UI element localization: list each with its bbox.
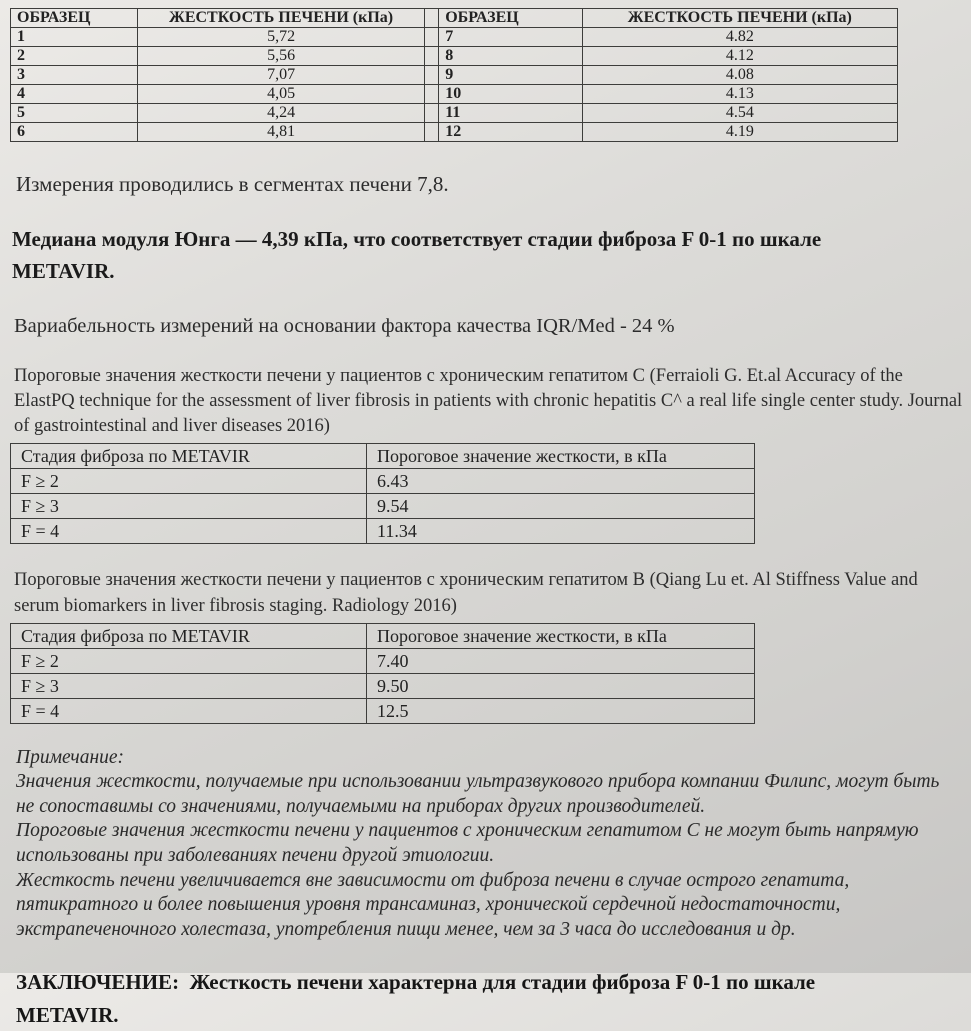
hcv-col-stage: Стадия фиброза по METAVIR (11, 444, 367, 469)
table-row (11, 28, 898, 47)
table-cell: 11 (439, 104, 582, 123)
hbv-threshold-reference: Пороговые значения жесткости печени у пациентов с хроническим гепатитом В (Qiang Lu et. Al Stiffness Value and serum biomarkers in liver fibrosis staging. Radiology 2016) (14, 570, 918, 616)
table-cell: 2 (11, 47, 138, 66)
samples-col-sample-left: ОБРАЗЕЦ (11, 9, 138, 28)
table-cell: 8 (439, 47, 582, 66)
spacer-cell (424, 104, 438, 123)
samples-col-stiffness-right: ЖЕСТКОСТЬ ПЕЧЕНИ (кПа) (582, 9, 897, 28)
table-cell: F ≥ 2 (11, 648, 367, 673)
table-row (11, 469, 755, 494)
table-cell: 1 (11, 28, 138, 47)
segments-note: Измерения проводились в сегментах печени 7,8. (16, 172, 449, 196)
table-row (11, 698, 755, 723)
table-cell: 4.08 (582, 66, 897, 85)
table-cell: 6.43 (367, 469, 755, 494)
note-line: Жесткость печени увеличивается вне зависимости от фиброза печени в случае острого гепатита, (16, 869, 850, 891)
table-cell: 5,72 (138, 28, 425, 47)
table-cell: 9.54 (367, 494, 755, 519)
table-row (11, 673, 755, 698)
table-cell: 4,24 (138, 104, 425, 123)
note-line: Пороговые значения жесткости печени у пациентов с хроническим гепатитом С не могут быть напрямую (16, 820, 919, 842)
table-row (11, 104, 898, 123)
note-line: использованы при заболеваниях печени другой этиологии. (16, 845, 495, 867)
note-line: не сопоставимы со значениями, получаемыми на приборах других производителей. (16, 795, 706, 817)
table-cell: 12.5 (367, 698, 755, 723)
hbv-threshold-header-row (11, 623, 755, 648)
hcv-threshold-reference: Пороговые значения жесткости печени у пациентов с хроническим гепатитом С (Ferraioli G. Et.al Accuracy of the ElastPQ technique for the assessment of liver fibrosis in patients with chronic hepatitis C^ a real life single center study. Journal of gastrointestinal and liver diseases 2016) (14, 366, 963, 437)
median-result-statement: Медиана модуля Юнга — 4,39 кПа, что соответствует стадии фиброза F 0-1 по шкале METAVIR. (12, 227, 822, 283)
table-cell: 5,56 (138, 47, 425, 66)
note-line: Значения жесткости, получаемые при использовании ультразвукового прибора компании Филипс, могут быть (16, 771, 940, 793)
table-cell: 6 (11, 123, 138, 142)
table-cell: 12 (439, 123, 582, 142)
table-cell: F ≥ 3 (11, 673, 367, 698)
samples-header-row (11, 9, 898, 28)
table-cell: F ≥ 2 (11, 469, 367, 494)
table-cell: 10 (439, 85, 582, 104)
note-title: Примечание: (16, 746, 125, 768)
table-cell: 4.19 (582, 123, 897, 142)
table-cell: 11.34 (367, 519, 755, 544)
liver-stiffness-samples-table (10, 8, 898, 142)
table-row (11, 85, 898, 104)
hbv-col-stage: Стадия фиброза по METAVIR (11, 623, 367, 648)
hbv-threshold-table (10, 623, 755, 724)
samples-spacer-column (424, 9, 438, 28)
variability-statement: Вариабельность измерений на основании фактора качества IQR/Med - 24 % (14, 315, 675, 337)
hcv-threshold-table (10, 443, 755, 544)
table-row (11, 47, 898, 66)
samples-col-sample-right: ОБРАЗЕЦ (439, 9, 582, 28)
spacer-cell (424, 47, 438, 66)
table-cell: F = 4 (11, 698, 367, 723)
table-cell: F = 4 (11, 519, 367, 544)
spacer-cell (424, 28, 438, 47)
table-cell: 4,05 (138, 85, 425, 104)
table-cell: 7.40 (367, 648, 755, 673)
table-cell: 7 (439, 28, 582, 47)
spacer-cell (424, 66, 438, 85)
note-line: пятикратного и более повышения уровня трансаминаз, хронической сердечной недостаточности, (16, 894, 841, 916)
hbv-col-threshold: Пороговое значение жесткости, в кПа (367, 623, 755, 648)
conclusion-label: ЗАКЛЮЧЕНИЕ: (16, 970, 180, 995)
samples-col-stiffness-left: ЖЕСТКОСТЬ ПЕЧЕНИ (кПа) (138, 9, 425, 28)
table-row (11, 123, 898, 142)
note-line: экстрапеченочного холестаза, употребления пищи менее, чем за 3 часа до исследования и др. (16, 918, 796, 940)
table-row (11, 494, 755, 519)
note-lines (16, 770, 971, 942)
table-cell: 9.50 (367, 673, 755, 698)
table-row (11, 66, 898, 85)
table-cell: 3 (11, 66, 138, 85)
conclusion-statement (16, 966, 916, 1031)
table-cell: 4.13 (582, 85, 897, 104)
table-cell: 5 (11, 104, 138, 123)
conclusion-text: Жесткость печени характерна для стадии фиброза F 0-1 по шкале METAVIR. (16, 970, 816, 1027)
table-cell: 4 (11, 85, 138, 104)
table-cell: 4.12 (582, 47, 897, 66)
table-cell: 4.54 (582, 104, 897, 123)
table-cell: 4.82 (582, 28, 897, 47)
table-row (11, 519, 755, 544)
table-cell: 9 (439, 66, 582, 85)
table-cell: F ≥ 3 (11, 494, 367, 519)
table-row (11, 648, 755, 673)
table-cell: 4,81 (138, 123, 425, 142)
table-cell: 7,07 (138, 66, 425, 85)
hcv-col-threshold: Пороговое значение жесткости, в кПа (367, 444, 755, 469)
hcv-threshold-header-row (11, 444, 755, 469)
spacer-cell (424, 85, 438, 104)
note-section (16, 746, 971, 943)
spacer-cell (424, 123, 438, 142)
